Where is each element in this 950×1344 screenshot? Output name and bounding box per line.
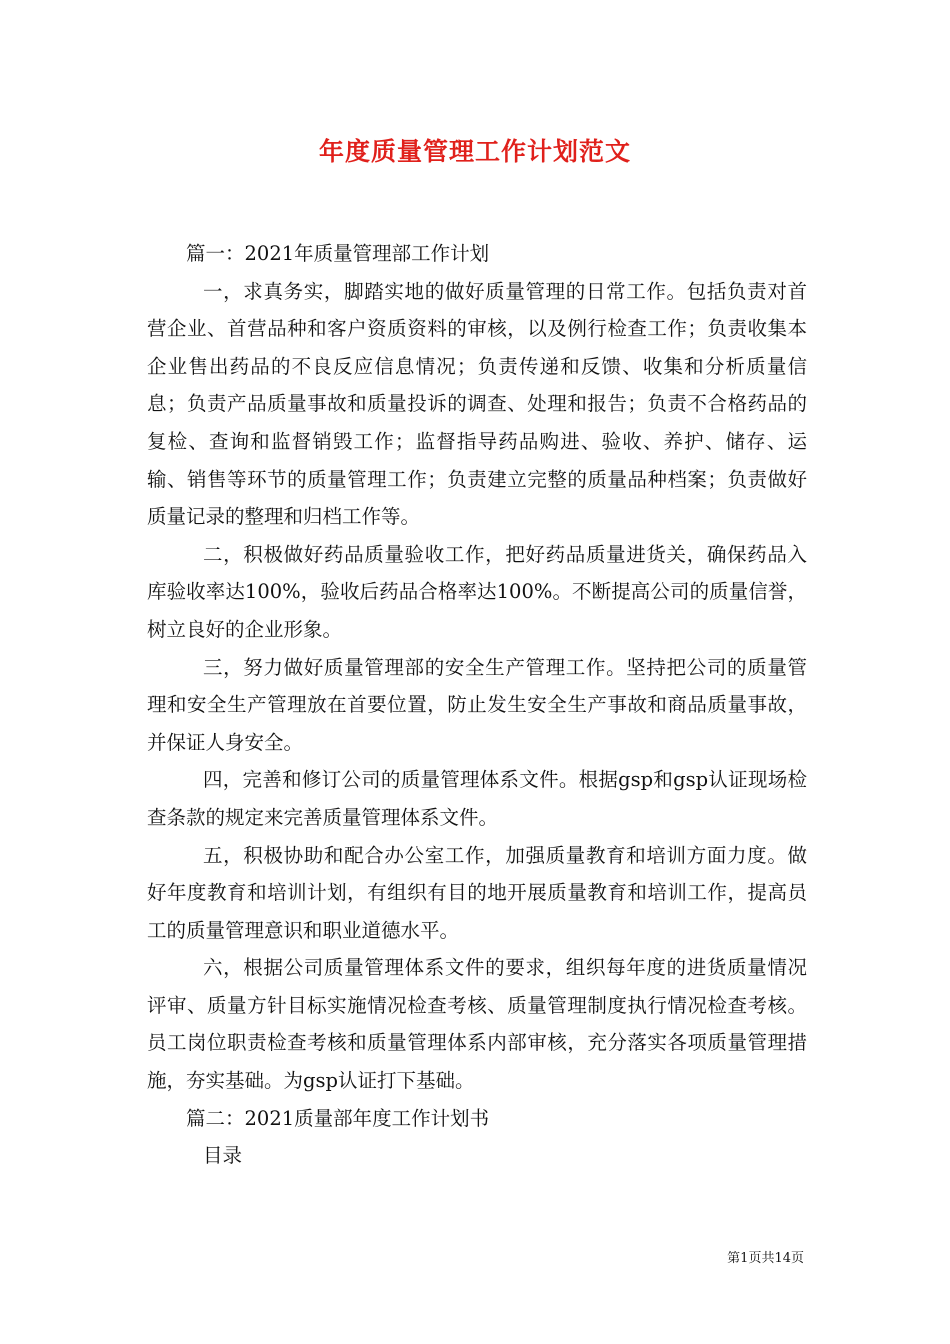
- page-number-footer: 第1页共14页: [727, 1251, 804, 1266]
- paragraph-5: 五，积极协助和配合办公室工作，加强质量教育和培训方面力度。做好年度教育和培训计划，有组织有目的地开展质量教育和培训工作，提高员工的质量管理意识和职业道德水平。: [147, 843, 807, 942]
- document-title: 年度质量管理工作计划范文: [318, 137, 631, 166]
- section-heading-1: 篇一：2021年质量管理部工作计划: [186, 242, 490, 265]
- paragraph-1: 一，求真务实，脚踏实地的做好质量管理的日常工作。包括负责对首营企业、首营品种和客户资质资料的审核，以及例行检查工作；负责收集本企业售出药品的不良反应信息情况；负责传递和反馈、收集和分析质量信息；负责产品质量事故和质量投诉的调查、处理和报告；负责不合格药品的复检、查询和监督销毁工作；监督指导药品购进、验收、养护、储存、运输、销售等环节的质量管理工作；负责建立完整的质量品种档案；负责做好质量记录的整理和归档工作等。: [147, 279, 807, 529]
- paragraph-4: 四，完善和修订公司的质量管理体系文件。根据gsp和gsp认证现场检查条款的规定来完善质量管理体系文件。: [147, 768, 807, 829]
- toc-label: 目录: [203, 1144, 243, 1168]
- document-body: [147, 235, 807, 1175]
- paragraph-3: 三，努力做好质量管理部的安全生产管理工作。坚持把公司的质量管理和安全生产管理放在首要位置，防止发生安全生产事故和商品质量事故，并保证人身安全。: [147, 655, 807, 754]
- paragraph-2: 二，积极做好药品质量验收工作，把好药品质量进货关，确保药品入库验收率达100%，验收后药品合格率达100%。不断提高公司的质量信誉，树立良好的企业形象。: [147, 542, 807, 641]
- section-heading-2: 篇二：2021质量部年度工作计划书: [186, 1106, 490, 1130]
- paragraph-6: 六，根据公司质量管理体系文件的要求，组织每年度的进货质量情况评审、质量方针目标实施情况检查考核、质量管理制度执行情况检查考核。员工岗位职责检查考核和质量管理体系内部审核，充分落实各项质量管理措施，夯实基础。为gsp认证打下基础。: [147, 956, 807, 1093]
